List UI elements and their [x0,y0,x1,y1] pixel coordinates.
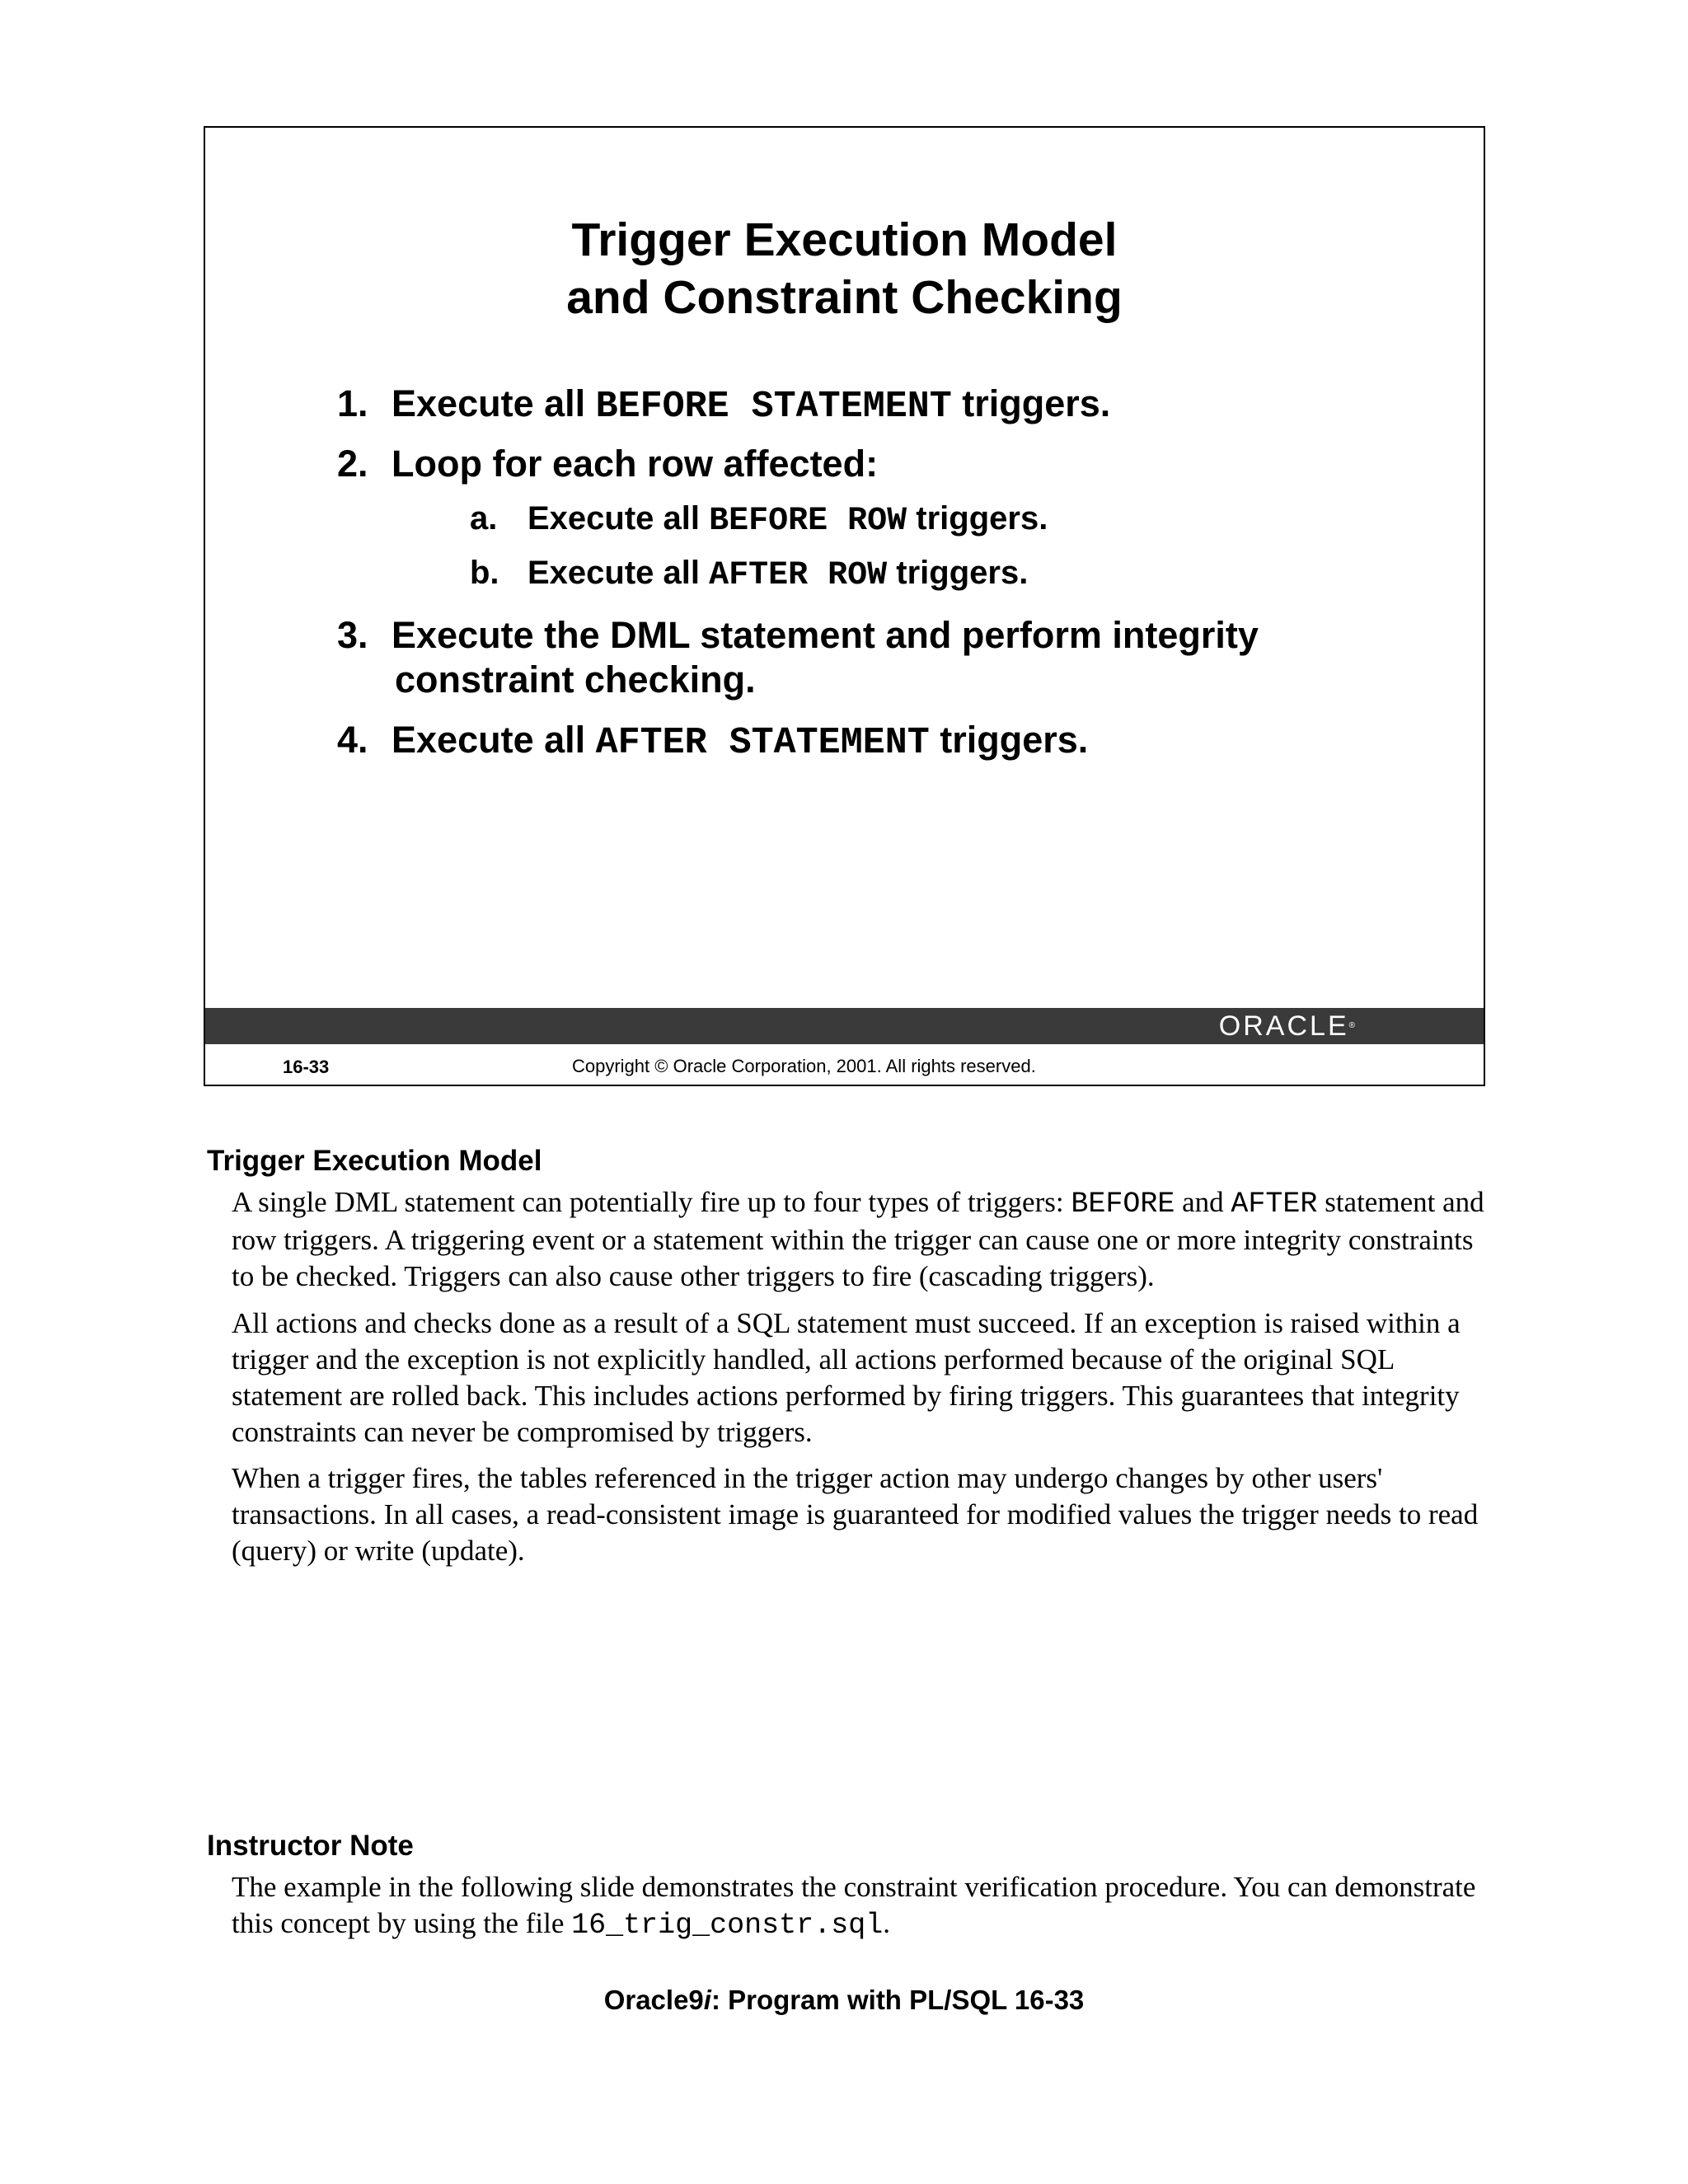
slide-title [205,211,1484,326]
substep-letter: b. [470,555,499,591]
footer-course-page: : Program with PL/SQL 16-33 [710,1985,1085,2015]
substep-code: BEFORE ROW [709,503,907,540]
notes-heading: Trigger Execution Model [207,1145,542,1177]
step-text: Execute all [392,719,596,761]
step-number: 2. [337,443,368,485]
step-code: AFTER STATEMENT [595,722,930,764]
substep-text: triggers. [887,555,1029,591]
notes-paragraph-2: All actions and checks done as a result of a SQL statement must succeed. If an exception is raised within a trigger and the exception is not explicitly handled, all actions performed because of the original SQL statement are rolled back. This includes actions performed by firing triggers. This guarantees that integrity constraints can never be compromised by triggers. [232,1307,1461,1448]
step-text-continuation: constraint checking. [395,658,756,701]
step-text: Loop for each row affected: [392,443,879,485]
file-name: 16_trig_constr.sql [571,1909,884,1942]
substep-letter: a. [470,500,498,537]
step-text: triggers. [929,719,1089,761]
notes-paragraph-3: When a trigger fires, the tables referenced in the trigger action may undergo changes by other users' transactions. In all cases, a read-consistent image is guaranteed for modified values the trigger needs to read (query) or write (update). [232,1462,1479,1567]
step-1 [337,382,1110,429]
substep-text: Execute all [528,500,710,537]
oracle-logo [1219,1011,1355,1041]
slide-title-line-1: Trigger Execution Model [571,213,1118,266]
inline-code: AFTER [1231,1188,1318,1221]
step-text: Execute the DML statement and perform integrity [392,614,1259,656]
copyright-notice: Copyright © Oracle Corporation, 2001. All rights reserved. [572,1056,1036,1076]
footer-product: Oracle9 [603,1985,704,2015]
substep-b [470,552,1028,597]
oracle-logo-text: ORACLE [1218,1010,1349,1042]
paragraph-text: . [883,1907,890,1939]
page-footer [0,1984,1688,2017]
instructor-note-heading: Instructor Note [207,1830,414,1862]
substep-text: Execute all [528,555,710,591]
paragraph-text: A single DML statement can potentially fire up to four types of triggers: [232,1186,1071,1218]
step-4 [337,718,1088,766]
step-code: BEFORE STATEMENT [595,386,952,428]
step-3 [337,613,1259,702]
paragraph-text: statement and row triggers. A triggering event or a statement within the trigger can cause one or more integrity constraints to be checked. Triggers can also cause other triggers to fire (cascading triggers). [232,1186,1484,1292]
inline-code: BEFORE [1071,1188,1175,1221]
step-number: 3. [337,614,368,656]
footer-product-italic: i [703,1985,711,2015]
slide-title-line-2: and Constraint Checking [566,271,1123,324]
step-number: 1. [337,382,368,424]
instructor-note-paragraph [232,1869,1484,1943]
slide-frame [204,126,1485,1086]
paragraph-text: The example in the following slide demonstrates the constraint verification procedure. You can demonstrate this concept by using the file [232,1871,1476,1939]
substep-code: AFTER ROW [709,557,888,594]
trademark-mark: ® [1348,1021,1355,1030]
step-2 [337,442,878,486]
slide-number: 16-33 [283,1057,330,1077]
step-text: Execute all [392,382,596,424]
step-number: 4. [337,719,368,761]
substep-text: triggers. [907,500,1048,537]
substep-a [470,498,1048,542]
step-text: triggers. [951,382,1111,424]
slide-footer-bar [205,1008,1484,1044]
paragraph-text: and [1175,1186,1231,1218]
notes-paragraph-1 [232,1184,1484,1295]
